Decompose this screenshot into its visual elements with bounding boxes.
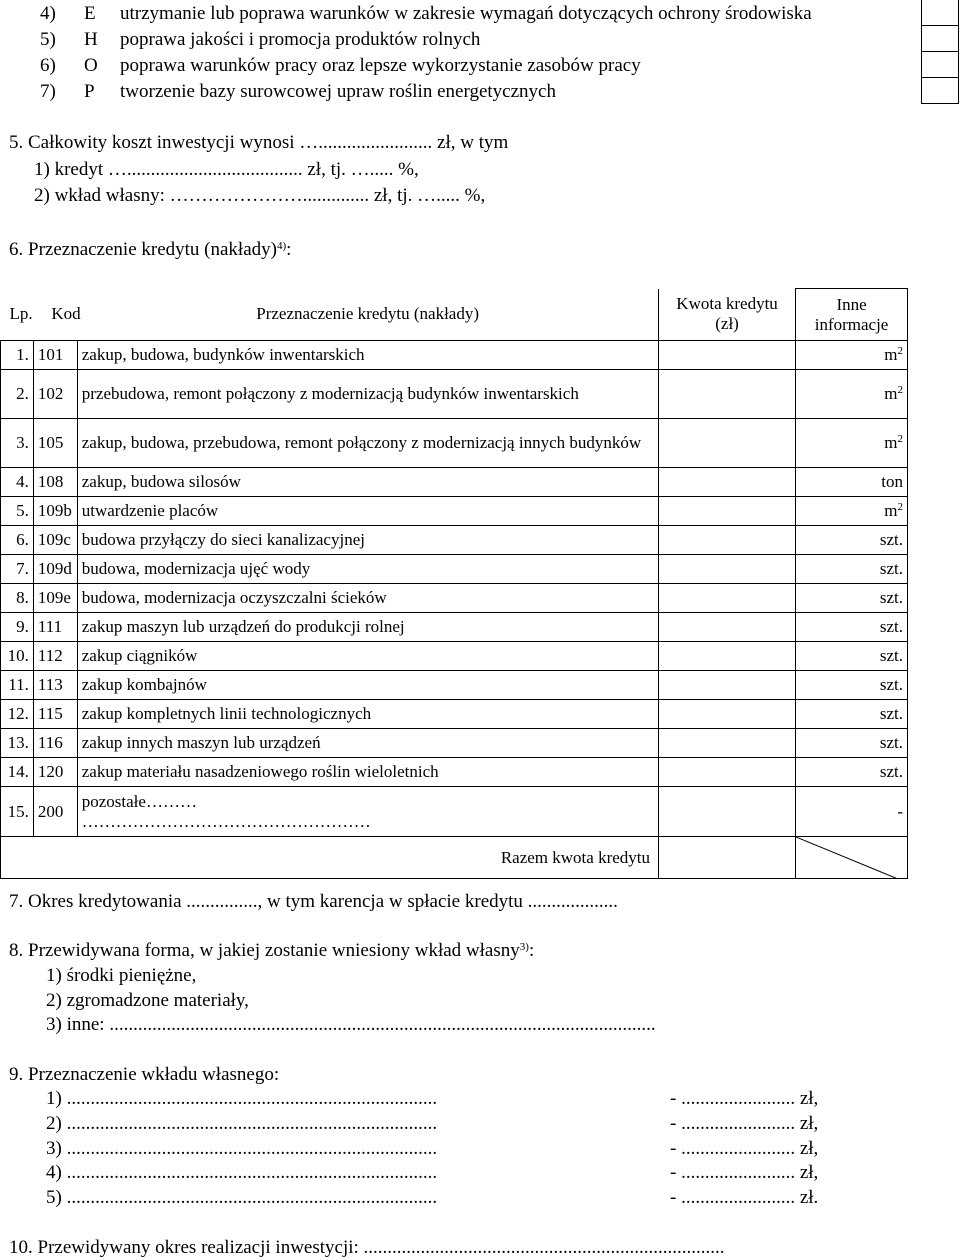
goal-row	[0, 0, 900, 26]
header-other-info: Inne informacje	[796, 289, 908, 341]
row-lp: 6.	[1, 526, 34, 555]
row-code: 108	[33, 468, 77, 497]
table-row	[1, 758, 908, 787]
row-credit-amount-cell[interactable]	[659, 613, 796, 642]
goal-text: poprawa warunków pracy oraz lepsze wykorzystanie zasobów pracy	[120, 55, 641, 76]
purpose-item	[46, 1113, 437, 1135]
row-description: zakup, budowa silosów	[77, 468, 658, 497]
row-code: 111	[33, 613, 77, 642]
purpose-amount[interactable]: - ........................ zł,	[670, 1113, 819, 1134]
header-kod: Kod	[51, 304, 81, 324]
row-description: zakup ciągników	[77, 642, 658, 671]
row-lp: 1.	[1, 341, 34, 370]
other-dotted-line: ……………………………………………	[81, 811, 371, 831]
unit-text: szt.	[879, 530, 903, 549]
goal-checkbox[interactable]	[922, 77, 958, 103]
row-code: 116	[33, 729, 77, 758]
goal-code: P	[84, 81, 95, 102]
unit-superscript: 2	[897, 345, 903, 357]
row-credit-amount-cell[interactable]	[659, 671, 796, 700]
own-contribution-purpose-title: 9. Przeznaczenie wkładu własnego:	[9, 1064, 280, 1085]
purpose-item	[46, 1187, 437, 1209]
other-label: pozostałe………	[81, 791, 197, 811]
row-unit	[796, 671, 908, 700]
table-row	[1, 729, 908, 758]
form-option: 1) środki pieniężne,	[46, 965, 197, 986]
unit-text: m	[884, 501, 898, 520]
unit-text: m	[884, 384, 898, 403]
purpose-amount[interactable]: - ........................ zł.	[670, 1187, 819, 1208]
table-header-row	[1, 289, 908, 341]
form-option: 2) zgromadzone materiały,	[46, 990, 249, 1011]
row-lp: 8.	[1, 584, 34, 613]
row-credit-amount-cell[interactable]	[659, 497, 796, 526]
total-label: Razem kwota kredytu	[77, 837, 658, 879]
unit-text: szt.	[879, 588, 903, 607]
table-row	[1, 526, 908, 555]
section-title-tail: :	[528, 940, 535, 961]
purpose-amount[interactable]: - ........................ zł,	[670, 1088, 819, 1109]
row-lp: 5.	[1, 497, 34, 526]
row-code: 109e	[33, 584, 77, 613]
purpose-num: 5)	[46, 1187, 62, 1208]
row-unit: -	[796, 787, 908, 837]
unit-superscript: 2	[897, 501, 903, 513]
row-description-other[interactable]	[77, 787, 658, 837]
row-code: 102	[33, 370, 77, 419]
row-lp: 15.	[1, 787, 34, 837]
total-blank	[33, 837, 77, 879]
purpose-dots[interactable]: ..............................................................................	[66, 1088, 438, 1109]
row-code: 200	[33, 787, 77, 837]
purpose-dots[interactable]: ..............................................................................	[66, 1113, 438, 1134]
row-lp: 2.	[1, 370, 34, 419]
purpose-item	[46, 1162, 437, 1184]
investment-period-line: 10. Przewidywany okres realizacji inwestycji: ............................................................................	[9, 1237, 725, 1258]
row-code: 109c	[33, 526, 77, 555]
row-description: zakup maszyn lub urządzeń do produkcji rolnej	[77, 613, 658, 642]
row-description: utwardzenie placów	[77, 497, 658, 526]
row-credit-amount-cell[interactable]	[659, 642, 796, 671]
unit-text: szt.	[879, 617, 903, 636]
table-row-other	[1, 787, 908, 837]
table-total-row	[1, 837, 908, 879]
row-lp: 10.	[1, 642, 34, 671]
row-credit-amount-cell[interactable]	[659, 341, 796, 370]
table-row	[1, 555, 908, 584]
header-lp: Lp.	[9, 304, 33, 324]
row-description: budowa, modernizacja oczyszczalni ścieków	[77, 584, 658, 613]
unit-text: m	[884, 433, 898, 452]
goal-checkbox[interactable]	[922, 0, 958, 25]
row-unit	[796, 584, 908, 613]
table-row	[1, 700, 908, 729]
purpose-num: 1)	[46, 1088, 62, 1109]
table-row	[1, 613, 908, 642]
header-purpose: Przeznaczenie kredytu (nakłady)	[256, 304, 480, 324]
credit-purpose-table	[0, 288, 908, 879]
diagonal-cross-line	[796, 837, 898, 879]
row-unit	[796, 497, 908, 526]
table-row	[1, 584, 908, 613]
goal-code: H	[84, 29, 98, 50]
row-lp: 12.	[1, 700, 34, 729]
table-row	[1, 370, 908, 419]
goal-code: O	[84, 55, 98, 76]
unit-text: szt.	[879, 559, 903, 578]
row-credit-amount-cell[interactable]	[659, 787, 796, 837]
table-row	[1, 468, 908, 497]
row-lp: 13.	[1, 729, 34, 758]
row-description: budowa przyłączy do sieci kanalizacyjnej	[77, 526, 658, 555]
row-description: zakup, budowa, budynków inwentarskich	[77, 341, 658, 370]
purpose-amount[interactable]: - ........................ zł,	[670, 1162, 819, 1183]
credit-amount-line: 1) kredyt …..................................... zł, tj. …..... %,	[34, 159, 419, 180]
row-unit	[796, 700, 908, 729]
row-lp: 7.	[1, 555, 34, 584]
row-code: 113	[33, 671, 77, 700]
row-lp: 14.	[1, 758, 34, 787]
row-code: 109b	[33, 497, 77, 526]
goal-text: poprawa jakości i promocja produktów rolnych	[120, 29, 481, 50]
goal-row	[0, 78, 900, 104]
row-description: zakup, budowa, przebudowa, remont połączony z modernizacją innych budynków	[77, 419, 658, 468]
row-credit-amount-cell[interactable]	[659, 419, 796, 468]
total-cost-line: 5. Całkowity koszt inwestycji wynosi …........................ zł, w tym	[9, 132, 509, 153]
goal-text: utrzymanie lub poprawa warunków w zakresie wymagań dotyczących ochrony środowiska	[120, 3, 812, 24]
row-unit	[796, 555, 908, 584]
table-row	[1, 642, 908, 671]
purpose-num: 3)	[46, 1138, 62, 1159]
row-credit-amount-cell[interactable]	[659, 555, 796, 584]
row-lp: 11.	[1, 671, 34, 700]
row-code: 109d	[33, 555, 77, 584]
row-lp: 4.	[1, 468, 34, 497]
table-row	[1, 419, 908, 468]
goal-code: E	[84, 3, 96, 24]
row-description: zakup materiału nasadzeniowego roślin wieloletnich	[77, 758, 658, 787]
purpose-num: 4)	[46, 1162, 62, 1183]
goal-checkbox[interactable]	[922, 51, 958, 77]
goal-text: tworzenie bazy surowcowej upraw roślin energetycznych	[120, 81, 556, 102]
total-amount-cell[interactable]	[659, 837, 796, 879]
goal-number: 7)	[40, 81, 56, 102]
total-crossed-cell	[796, 837, 908, 879]
purpose-dots[interactable]: ..............................................................................	[66, 1138, 438, 1159]
row-lp: 9.	[1, 613, 34, 642]
row-code: 101	[33, 341, 77, 370]
unit-text: szt.	[879, 762, 903, 781]
purpose-amount[interactable]: - ........................ zł,	[670, 1138, 819, 1159]
credit-purpose-title	[9, 239, 291, 261]
unit-text: ton	[881, 472, 903, 491]
row-credit-amount-cell[interactable]	[659, 468, 796, 497]
total-blank	[1, 837, 34, 879]
goal-number: 4)	[40, 3, 56, 24]
purpose-dots[interactable]: ..............................................................................	[66, 1187, 438, 1208]
row-unit	[796, 613, 908, 642]
row-unit	[796, 370, 908, 419]
row-unit	[796, 642, 908, 671]
unit-text: szt.	[879, 733, 903, 752]
goal-checkbox-column	[921, 0, 959, 104]
row-unit	[796, 341, 908, 370]
row-description: zakup kombajnów	[77, 671, 658, 700]
row-credit-amount-cell[interactable]	[659, 526, 796, 555]
row-code: 112	[33, 642, 77, 671]
footnote-ref: 3)	[519, 941, 529, 953]
row-code: 105	[33, 419, 77, 468]
row-unit	[796, 758, 908, 787]
goal-number: 5)	[40, 29, 56, 50]
goal-row	[0, 26, 900, 52]
goal-checkbox[interactable]	[922, 25, 958, 51]
table-row	[1, 671, 908, 700]
purpose-item	[46, 1088, 437, 1110]
row-credit-amount-cell[interactable]	[659, 758, 796, 787]
row-credit-amount-cell[interactable]	[659, 700, 796, 729]
row-credit-amount-cell[interactable]	[659, 729, 796, 758]
row-unit	[796, 419, 908, 468]
row-unit	[796, 526, 908, 555]
goal-row	[0, 52, 900, 78]
row-unit	[796, 729, 908, 758]
row-credit-amount-cell[interactable]	[659, 370, 796, 419]
row-description: budowa, modernizacja ujęć wody	[77, 555, 658, 584]
row-unit	[796, 468, 908, 497]
own-contribution-form-title	[9, 940, 534, 962]
row-credit-amount-cell[interactable]	[659, 584, 796, 613]
row-description: zakup innych maszyn lub urządzeń	[77, 729, 658, 758]
unit-superscript: 2	[897, 433, 903, 445]
unit-text: szt.	[879, 675, 903, 694]
unit-text: szt.	[879, 704, 903, 723]
goal-number: 6)	[40, 55, 56, 76]
table-row	[1, 341, 908, 370]
section-title-tail: :	[286, 239, 292, 260]
purpose-num: 2)	[46, 1113, 62, 1134]
header-credit-amount: Kwota kredytu (zł)	[659, 289, 796, 341]
section-title: 6. Przeznaczenie kredytu (nakłady)	[9, 239, 277, 260]
footnote-ref: 4)	[276, 240, 287, 252]
unit-text: szt.	[879, 646, 903, 665]
credit-period-line: 7. Okres kredytowania ..............., w tym karencja w spłacie kredytu ...................	[9, 891, 618, 912]
row-code: 115	[33, 700, 77, 729]
table-row	[1, 497, 908, 526]
purpose-dots[interactable]: ..............................................................................	[66, 1162, 438, 1183]
section-title: 8. Przewidywana forma, w jakiej zostanie wniesiony wkład własny	[9, 940, 520, 961]
unit-text: m	[884, 345, 898, 364]
row-code: 120	[33, 758, 77, 787]
row-description: zakup kompletnych linii technologicznych	[77, 700, 658, 729]
purpose-item	[46, 1138, 437, 1160]
form-option: 3) inne: ...................................................................................................................	[46, 1014, 656, 1035]
row-description: przebudowa, remont połączony z modernizacją budynków inwentarskich	[77, 370, 658, 419]
own-contribution-line: 2) wkład własny: ………………….............. zł, tj. …..... %,	[34, 185, 486, 206]
row-lp: 3.	[1, 419, 34, 468]
unit-superscript: 2	[897, 384, 903, 396]
